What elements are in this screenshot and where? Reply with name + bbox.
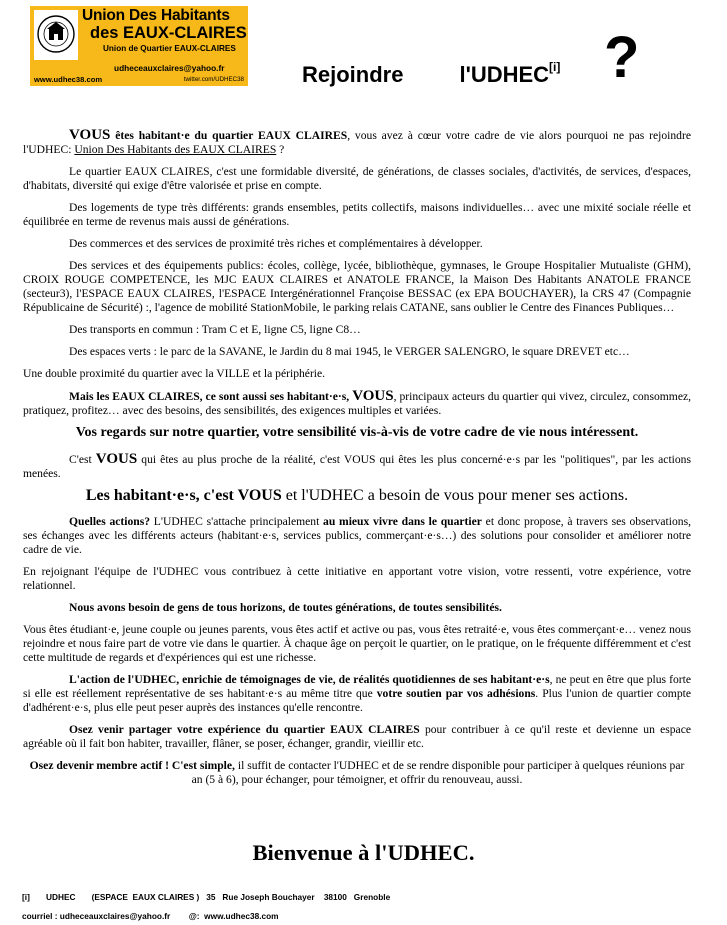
emphasis-vous: VOUS (69, 127, 111, 143)
footer-address: [i] UDHEC (ESPACE EAUX CLAIRES ) 35 Rue Joseph Bouchayer 38100 Grenoble (22, 892, 391, 902)
logo-twitter[interactable]: twitter.com/UDHEC38 (183, 76, 244, 83)
seal-icon (34, 10, 78, 60)
paragraph-reality (23, 452, 691, 481)
title-right: l'UDHEC (459, 62, 550, 87)
paragraph-share (23, 723, 691, 751)
emphasis-vous: VOUS (95, 451, 138, 467)
paragraph-horizons: Nous avons besoin de gens de tous horizons, de toutes générations, de toutes sensibilités. (69, 601, 502, 614)
text-bold: L'action de l'UDHEC, enrichie de témoignages de vie, de réalités quotidiennes de ses habitant·e·s (69, 673, 550, 686)
text: il suffit de contacter l'UDHEC et de se rendre disponible pour participer à quelques réunions par an (5 à 6), pour échanger, pour témoigner, et offrir du renouveau, aussi. (191, 759, 685, 786)
text-bold: êtes habitant·e du quartier EAUX CLAIRES (110, 129, 348, 142)
logo-email[interactable]: udheceauxclaires@yahoo.fr (114, 63, 225, 73)
paragraph-green-spaces: Des espaces verts : le parc de la SAVANE, le Jardin du 8 mai 1945, le VERGER SALENGRO, le square DREVET etc… (69, 345, 630, 358)
document-body (23, 128, 691, 795)
text: Les habitant·e·s, c'est (85, 487, 238, 504)
footer-contact: courriel : udheceauxclaires@yahoo.fr @: www.udhec38.com (22, 911, 279, 921)
text: et l'UDHEC a besoin de vous pour mener ses actions. (281, 487, 629, 504)
page-title (302, 60, 560, 88)
logo-line-3: Union de Quartier EAUX-CLAIRES (103, 44, 236, 53)
text: C'est (69, 453, 96, 466)
udhec-logo (30, 6, 248, 86)
paragraph-intro (23, 128, 691, 157)
text: pour contribuer à ce qu'il reste et devienne un espace agréable où il fait bon habiter, travailler, flâner, se poser, échanger, grandir, vieillir etc. (23, 723, 691, 750)
title-left: Rejoindre (302, 62, 404, 87)
text-bold: Osez devenir membre actif ! C'est simple, (29, 759, 235, 772)
heading-habitants (23, 489, 691, 503)
text: . Plus l'union de quartier compte d'adhérent·e·s, plus elle peut peser auprès des instances qu'elle rencontre. (23, 687, 691, 714)
text: ? (276, 143, 285, 156)
paragraph-actions (23, 515, 691, 557)
question-mark: ? (604, 25, 640, 90)
paragraph-transport: Des transports en commun : Tram C et E, ligne C5, ligne C8… (69, 323, 361, 336)
logo-line-2: des EAUX-CLAIRES (90, 24, 247, 42)
title-ref[interactable]: [i] (549, 60, 561, 74)
text-bold: au mieux vivre dans le quartier (323, 515, 482, 528)
text-bold: votre soutien par vos adhésions (376, 687, 536, 700)
logo-line-1: Union Des Habitants (82, 7, 230, 24)
text: , principaux acteurs du quartier qui vivez, circulez, consommez, pratiquez, profitez… avec des besoins, des sensibilités, des exigences multiples et variées. (23, 390, 692, 417)
paragraph-shops: Des commerces et des services de proximité très riches et complémentaires à développer. (69, 237, 483, 250)
text: et donc propose, à travers ses observations, ses échanges avec les différents acteurs (habitant·e·s, services publics, commerçant·e·s…) des solutions pour consolider et améliorer notre cadre de vie. (23, 515, 691, 556)
welcome-heading: Bienvenue à l'UDHEC. (252, 840, 475, 865)
text: qui êtes au plus proche de la réalité, c'est VOUS qui êtes les plus concerné·e·s par les "politiques", par les actions menées. (23, 453, 691, 480)
paragraph-member (23, 759, 691, 787)
paragraph-diversity: Le quartier EAUX CLAIRES, c'est une formidable diversité, de générations, de classes sociales, d'activités, de services, d'espaces, d'habitats, diversité qui exige d'être valorisée et prise en compte. (23, 165, 691, 192)
emphasis-vous: VOUS (237, 487, 282, 504)
paragraph-proximity: Une double proximité du quartier avec la VILLE et la périphérie. (23, 367, 326, 380)
text: , ne peut en être que plus forte si elle est réellement représentative de ses habitant·e·s au même titre que (23, 673, 691, 700)
text: L'UDHEC s'attache principalement (150, 515, 324, 528)
text: , vous avez à cœur votre cadre de vie alors pourquoi ne pas rejoindre l'UDHEC: (23, 129, 691, 156)
text-bold: Mais les EAUX CLAIRES, ce sont aussi ses habitant·e·s, (69, 390, 353, 403)
logo-links (34, 75, 244, 85)
text-bold: Quelles actions? (69, 515, 151, 528)
logo-site[interactable]: www.udhec38.com (34, 75, 103, 84)
heading-regards: Vos regards sur notre quartier, votre sensibilité vis-à-vis de votre cadre de vie nous intéressent. (75, 425, 639, 440)
paragraph-inhabitants (23, 389, 691, 418)
paragraph-action-udhec (23, 673, 691, 715)
udhec-link[interactable]: Union Des Habitants des EAUX CLAIRES (74, 143, 277, 156)
text-bold: Osez venir partager votre expérience du quartier EAUX CLAIRES (69, 723, 420, 736)
paragraph-housing: Des logements de type très différents: grands ensembles, petits collectifs, maisons individuelles… avec une mixité sociale réelle et équilibrée en terme de revenus mais aussi de générations. (23, 201, 691, 228)
paragraph-everyone: Vous êtes étudiant·e, jeune couple ou jeunes parents, vous êtes actif et active ou pas, vous êtes retraité·e, vous êtes commerçant·e… venez nous rejoindre et nous faire part de votre vie dans le quartier. À chaque âge on perçoit le quartier, on le pratique, on le fréquente différemment et c'est cette multitude de regards et d'expériences qui est une richesse. (23, 623, 691, 664)
paragraph-joining: En rejoignant l'équipe de l'UDHEC vous contribuez à cette initiative en apportant votre vision, votre ressenti, votre expérience, votre relationnel. (23, 565, 691, 592)
emphasis-vous: VOUS (352, 388, 394, 404)
paragraph-public-services: Des services et des équipements publics: écoles, collège, lycée, bibliothèque, gymnases, le Groupe Hospitalier Mutualiste (GHM), CROIX ROUGE COMPETENCE, les MJC EAUX CLAIRES et ANATOLE FRANCE, la Maison Des Habitants ANATOLE FRANCE (secteur3), l'ESPACE EAUX CLAIRES, l'ESPACE Intergénérationnel Françoise BESSAC (ex EPA BOUCHAYER), la CRS 47 (Compagnie Républicaine de Sécurité) :, l'agence de mobilité StationMobile, le parking relais CATANE, sans oublier le Centre des Finances Publiques… (23, 259, 691, 314)
